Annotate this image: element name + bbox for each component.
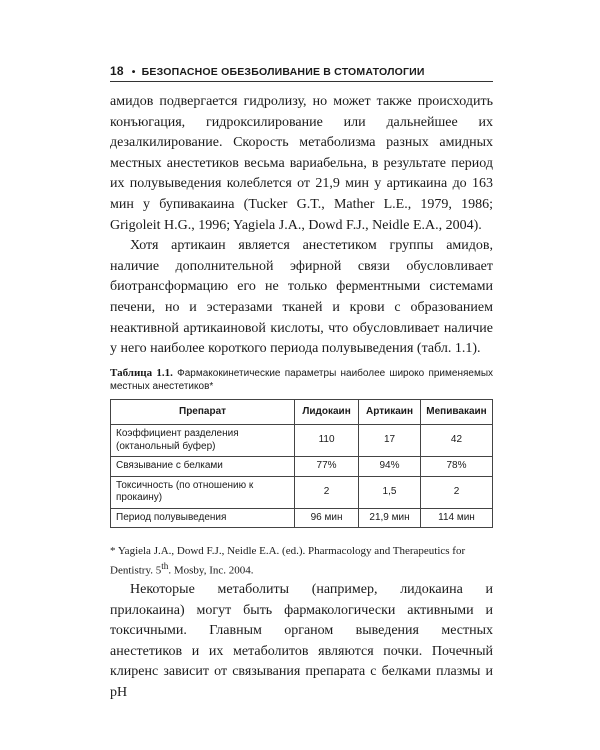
running-header [110,64,495,78]
table-cell: Коэффициент разделения (октанольный буфер) [111,425,295,457]
pharmacokinetics-table [110,399,493,528]
paragraph: Хотя артикаин является анестетиком группы амидов, наличие дополнительной эфирной связи обусловливает биотрансформацию его не только ферментными системами печени, но и эстеразами тканей и крови с образованием неактивной артикаиновой кислоты, что обусловливает наличие у него наиболее короткого периода полувыведения (табл. 1.1). [110,238,493,357]
table-cell: 21,9 мин [359,508,421,528]
table-cell: 42 [420,425,492,457]
table-cell: Токсичность (по отношению к прокаину) [111,476,295,508]
table-caption-label: Таблица 1.1. [110,367,173,379]
footnote-superscript: th [161,561,169,571]
table-cell: Период полувыведения [111,508,295,528]
column-header: Препарат [111,400,295,425]
footnote-text: * Yagiela J.A., Dowd F.J., Neidle E.A. (ed.). Pharmacology and Therapeutics for Dentistry. 5 [110,545,466,577]
column-header: Лидокаин [295,400,359,425]
paragraph: амидов подвергается гидролизу, но может также происходить конъюгация, гидроксилирование или дальнейшее их дезалкилирование. Скорость метаболизма разных амидных местных анестетиков весьма вариабельна, в результате период их полувыведения колеблется от 21,9 мин у артикаина до 163 мин у бупивакаина (Tucker G.T., Mather L.E., 1979, 1986; Grigoleit H.G., 1996; Yagiela J.A., Dowd F.J., Neidle E.A., 2004). [110,94,493,233]
table-cell: 96 мин [295,508,359,528]
table-cell: 2 [295,476,359,508]
table-footnote [110,544,493,579]
table-caption [110,367,493,393]
table-cell: Связывание с белками [111,457,295,477]
table-cell: 2 [420,476,492,508]
table-caption-text: Фармакокинетические параметры наиболее широко применяемых местных анестетиков* [110,368,494,392]
body-text-continued [110,580,493,704]
table-header-row [111,400,493,425]
footnote-text-end: . Mosby, Inc. 2004. [168,564,254,577]
table-cell: 1,5 [359,476,421,508]
table-row [111,425,493,457]
table-cell: 17 [359,425,421,457]
table-cell: 94% [359,457,421,477]
table-cell: 77% [295,457,359,477]
table-cell: 110 [295,425,359,457]
running-title: БЕЗОПАСНОЕ ОБЕЗБОЛИВАНИЕ В СТОМАТОЛОГИИ [141,66,425,78]
paragraph: Некоторые метаболиты (например, лидокаина и прилокаина) могут быть фармакологически активными и токсичными. Главным органом выведения местных анестетиков и их метаболитов являются почки. Почечный клиренс зависит от связывания препарата с белками плазмы и pH [110,582,493,700]
table-row [111,476,493,508]
column-header: Артикаин [359,400,421,425]
body-text [110,92,493,360]
column-header: Мепивакаин [420,400,492,425]
table-cell: 114 мин [420,508,492,528]
table-row [111,508,493,528]
table-row [111,457,493,477]
table-cell: 78% [420,457,492,477]
page-number: 18 [110,64,124,78]
header-rule [110,81,493,82]
header-bullet: • [131,66,136,78]
